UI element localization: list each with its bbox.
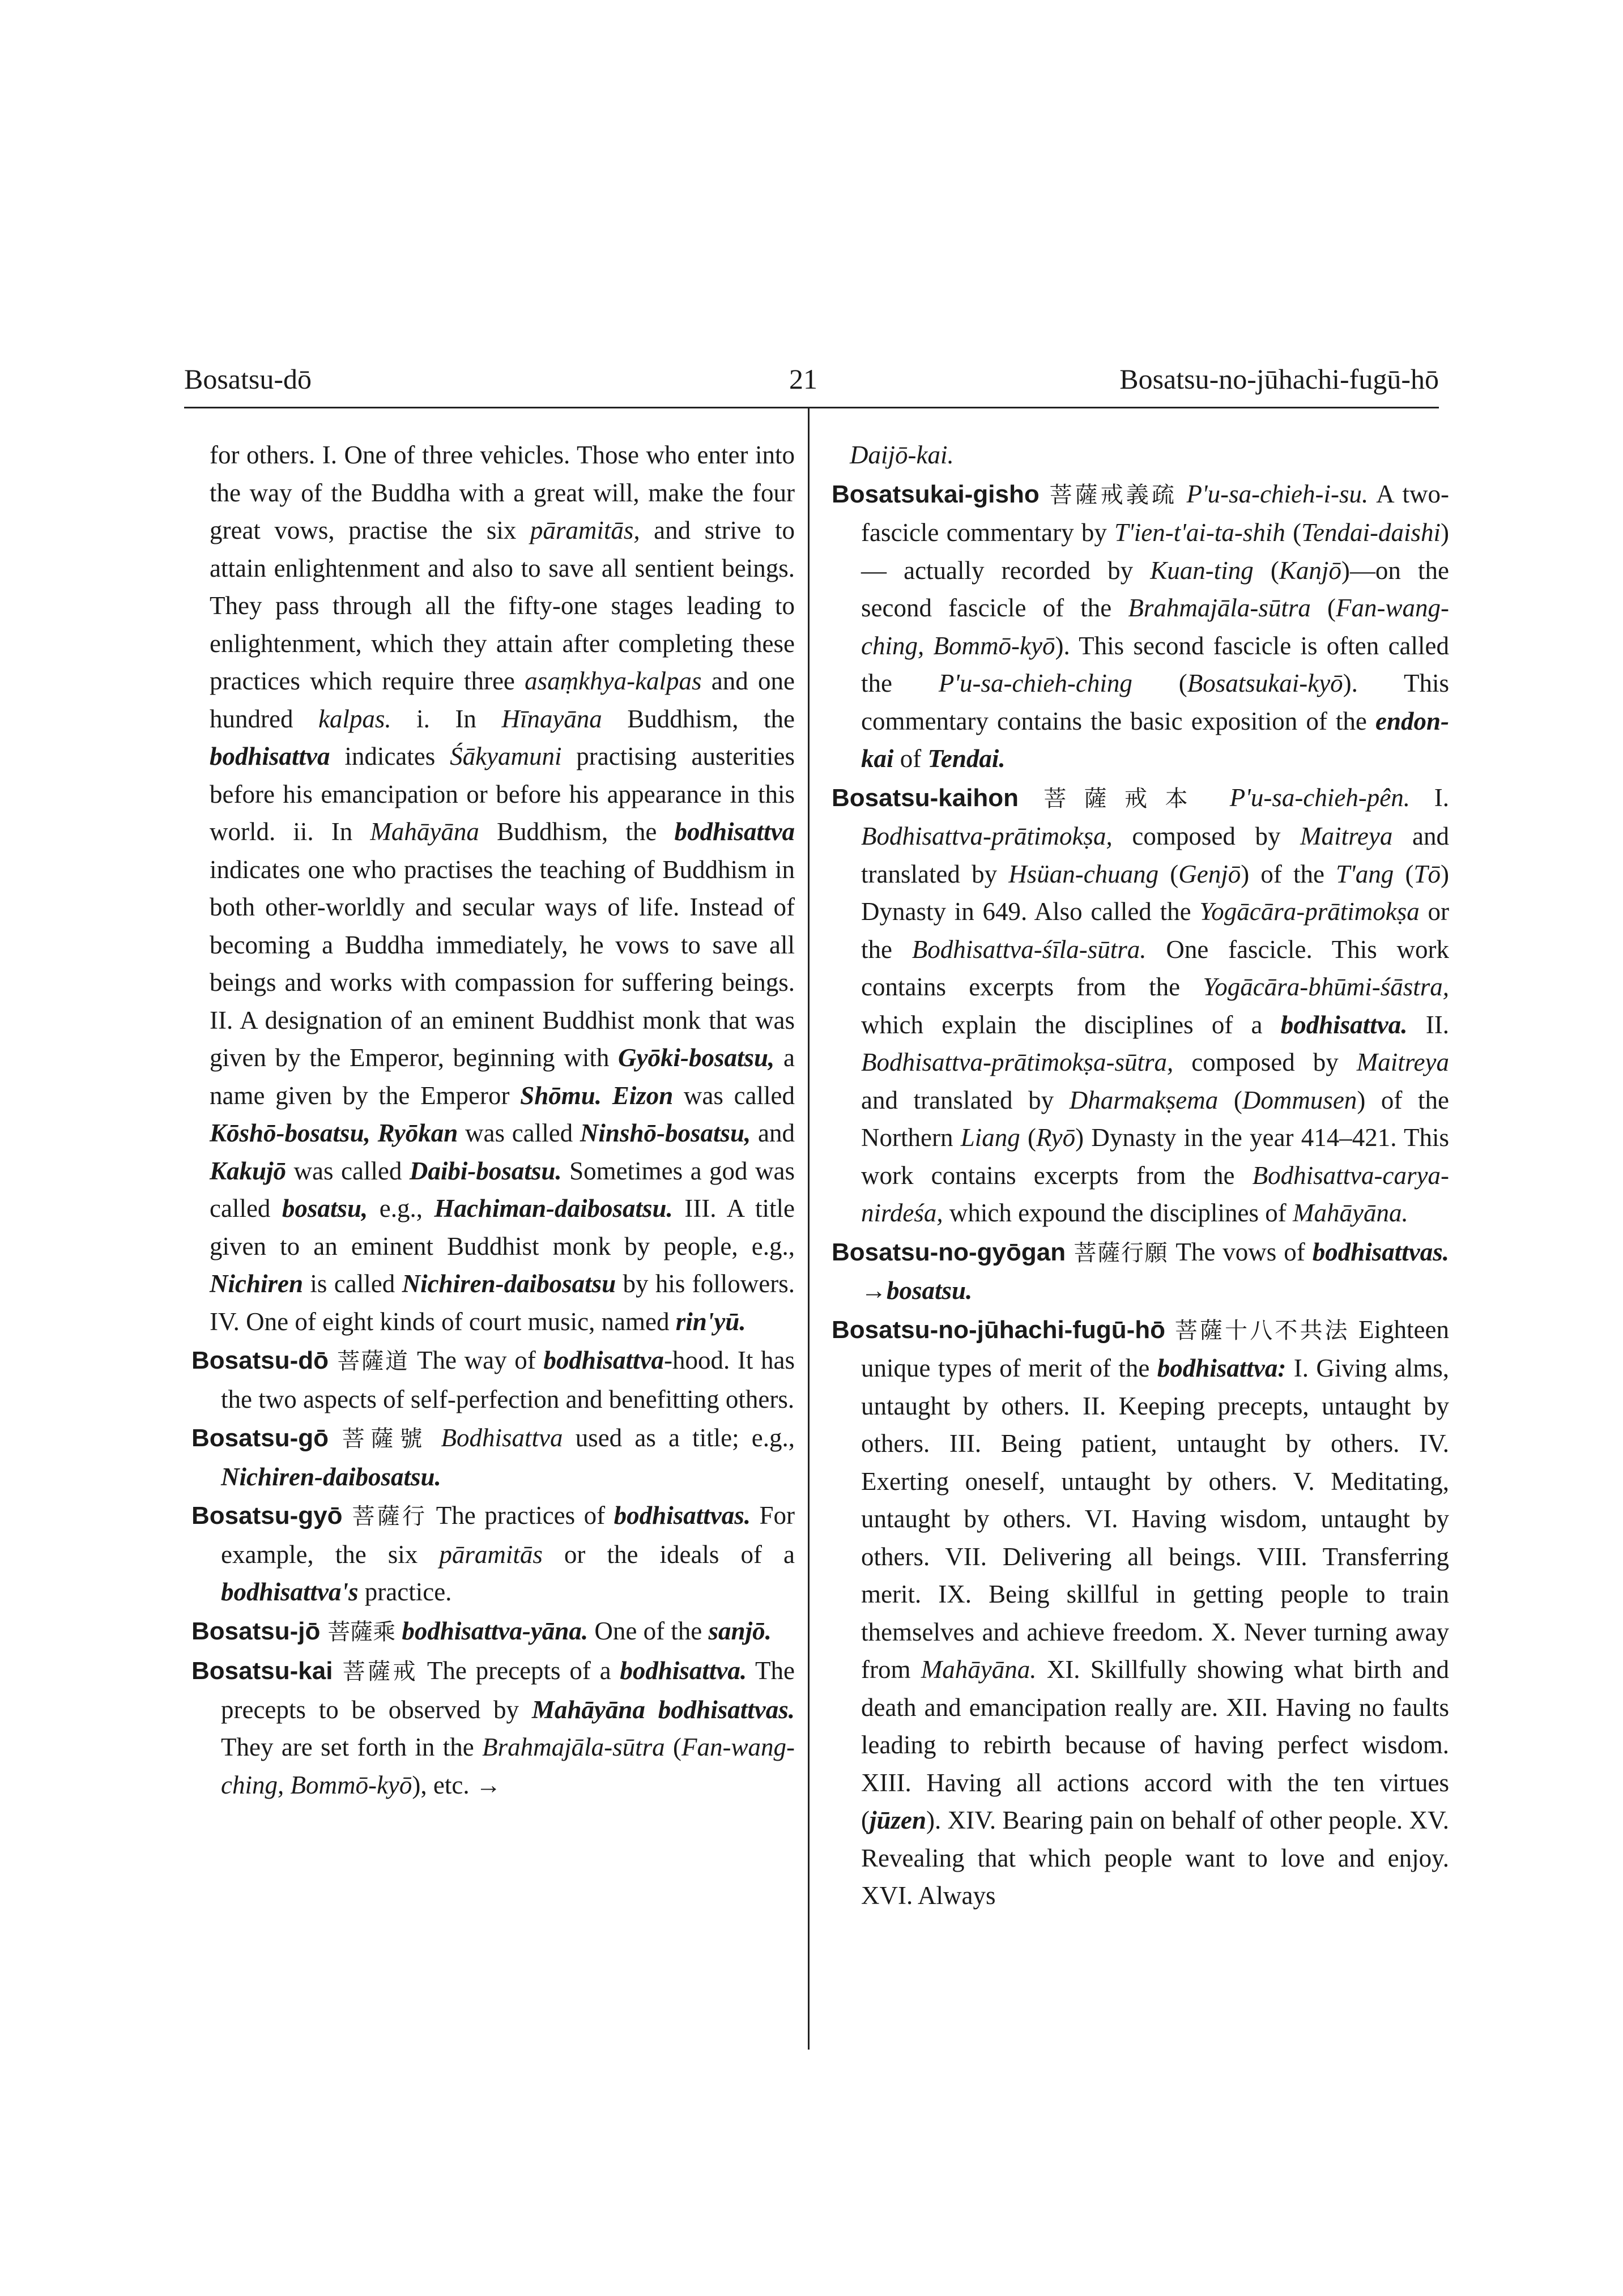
text-run: Hsüan-chuang [1008,859,1159,888]
text-run: which explain the disciplines of a [861,1010,1281,1039]
text-run: The practices of [427,1501,614,1530]
text-run: Bodhisattva [441,1424,563,1452]
kanji-term: 菩薩行 [342,1503,428,1530]
kanji-term: 菩薩十八不共法 [1165,1317,1350,1344]
text-run: practising austerities before his emancipation or before his appearance in this world. ii. In [210,742,795,846]
text-run: Fan-wang-ching, Bommō-kyō [221,1733,795,1799]
text-run: ). XIV. Bearing pain on behalf of other people. XV. Revealing that which people want to love and enjoy. XVI. Always [861,1806,1449,1910]
text-run: Mahāyāna. [1292,1199,1408,1227]
kanji-term: 菩薩戒本 [1019,785,1206,812]
text-run: bodhisattva. [620,1656,747,1685]
text-run: e.g., [368,1194,434,1222]
text-run: Mahāyāna. [921,1655,1037,1684]
text-run: Brahmajāla-sūtra [1128,594,1311,622]
text-run: Gyōki-bosatsu, [618,1043,775,1072]
text-run: Ryō [1036,1123,1076,1152]
headword: Bosatsu-dō [191,1347,329,1374]
text-run: Śākyamuni [450,742,562,770]
continued-entry [191,436,795,1340]
text-run: Nichiren-daibosatsu [402,1270,616,1298]
text-run: P'u-sa-chieh-ching [938,669,1132,697]
header-rule [184,407,1439,408]
text-run: a name given by the Emperor [210,1043,795,1110]
text-run: Nichiren-daibosatsu. [221,1462,441,1491]
text-run: ( [1310,594,1336,622]
text-run: Shōmu. [520,1081,602,1110]
entry-bosatsu-no-juhachi-fugu-ho [832,1311,1449,1915]
text-run: Buddhism, the [602,704,795,733]
text-run: They are set forth in the [221,1733,483,1761]
text-run: Bodhisattva-prātimokṣa-sūtra, [861,1048,1174,1076]
text-run: Mahāyāna [370,817,479,846]
headword: Bosatsu-no-gyōgan [832,1238,1066,1266]
text-run: pāramitās, [530,516,640,544]
text-run: and strive to attain enlightenment and also to save all sentient beings. They pass through all the fifty-one stages leading to enlightenment, which they attain after completing these practices which require three [210,516,795,695]
text-run: indicates [330,742,450,770]
headword: Bosatsukai-gisho [832,480,1040,508]
text-run: Genjō [1178,859,1241,888]
text-run: Eizon [612,1081,674,1110]
text-run: jūzen [870,1806,927,1834]
text-run: Nichiren [210,1270,304,1298]
text-run: P'u-sa-chieh-i-su. [1186,479,1369,508]
text-run: ( [664,1733,681,1761]
text-run: ( [1218,1085,1242,1114]
text-run: Daijō-kai. [850,441,954,469]
text-run: Kanjō [1279,556,1341,585]
text-run: bodhisattva [674,817,795,846]
text-run: or the [861,897,1449,964]
entry-bosatsukai-gisho [832,475,1449,778]
text-run: Buddhism, the [479,817,675,846]
text-run: I. [1410,783,1449,812]
text-run: Bodhisattva-prātimokṣa, [861,822,1113,850]
text-run: ). This second fascicle is often called the [861,631,1449,697]
text-run: bosatsu. [887,1276,973,1305]
text-run: for others. I. One of three vehicles. Those who enter into the way of the Buddha with a great will, make the four great vows, practise the six [210,441,795,544]
text-run: and translated by [861,822,1449,888]
text-run: bodhisattva's [221,1578,359,1606]
text-run: or the ideals of a [542,1540,795,1569]
entry-bosatsu-kaihon [832,779,1449,1232]
headword: Bosatsu-kaihon [832,783,1019,812]
kanji-term: 菩薩戒義疏 [1039,482,1178,508]
text-run: pāramitās [439,1540,543,1569]
entry-bosatsu-jo [191,1612,795,1651]
text-run: ( [1020,1123,1036,1152]
text-run: I. Giving alms, untaught by others. II. Keeping precepts, untaught by others. III. Being patient, untaught by others. IV. Exerting oneself, untaught by others. V. Meditating, untaught by others. VI. Having wisdom, untaught by others. VII. Delivering all beings. VIII. Transferring merit. IX. Being skillful in getting people to train themselves and achieve freedom. X. Never turning away from [861,1354,1449,1684]
entry-bosatsu-go [191,1419,795,1496]
text-run: Bodhisattva-carya-nirdeśa, [861,1161,1449,1227]
text-run: practice. [358,1578,452,1606]
text-run: ( [1132,669,1187,697]
text-run: XI. Skillfully showing what birth and death and emancipation really are. XII. Having no faults leading to rebirth because of having perfect wisdom. XIII. Having all actions accord with the ten virtues ( [861,1655,1449,1834]
text-run: -hood. It has the two aspects of self-perfection and benefitting others. [221,1346,795,1413]
text-run: Bosatsukai-kyō [1187,669,1343,697]
text-run: Hachiman-daibosatsu. [434,1194,673,1222]
entry-bosatsu-no-gyogan [832,1233,1449,1310]
continued-entry [832,436,1449,474]
kanji-term: 菩薩道 [329,1348,410,1374]
text-run: One of the [588,1616,709,1645]
entry-bosatsu-do [191,1341,795,1418]
text-run: i. In [391,704,502,733]
text-run [1205,783,1230,812]
text-run: T'ang [1336,859,1394,888]
text-run: Yogācāra-prātimokṣa [1199,897,1420,926]
text-run: indicates one who practises the teaching of Buddhism in both other-worldly and secular ways of life. Instead of becoming a Buddha immediately, he vows to save all beings and works with compassion for suffering beings. II. A designation of an eminent Buddhist monk that was given by the Emperor, beginning with [210,855,795,1072]
text-run: ) Dynasty in the year 414–421. This work contains excerpts from the [861,1123,1449,1190]
text-run [370,1119,378,1147]
text-run: Tō [1413,859,1441,888]
text-run: ), etc. → [412,1770,501,1799]
text-run: Hīnayāna [501,704,602,733]
text-run: Ninshō-bosatsu, [580,1119,751,1147]
text-run: Tendai-daishi [1301,518,1441,547]
text-run: One fascicle. This work contains excerpts from the [861,935,1449,1001]
text-run [1177,480,1186,508]
text-run: Kōshō-bosatsu, [210,1119,370,1147]
text-run: ) of the Northern [861,1085,1449,1152]
text-run: and translated by [861,1085,1070,1114]
text-run: Sometimes a god was called [210,1156,795,1222]
text-run: III. A title given to an eminent Buddhist monk by people, e.g., [210,1194,795,1260]
text-run: Bodhisattva-śīla-sūtra. [911,935,1147,964]
text-run: The way of [409,1346,544,1374]
text-run: sanjō. [708,1616,772,1645]
headword: Bosatsu-no-jūhachi-fugū-hō [832,1315,1166,1344]
text-run: T'ien-t'ai-ta-shih [1114,518,1285,547]
text-run: Fan-wang-ching, Bommō-kyō [861,594,1449,660]
text-run: endon-kai [861,706,1449,773]
text-run: Mahāyāna bodhisattvas. [531,1695,795,1724]
text-run: was called [286,1156,410,1185]
headword: Bosatsu-gyō [191,1502,343,1530]
headword: Bosatsu-gō [191,1424,329,1452]
text-run: which expound the disciplines of [943,1199,1293,1227]
text-run: Dommusen [1242,1085,1357,1114]
page-header [184,363,1439,408]
text-run: ( [1394,859,1414,888]
text-run: bodhisattva. [1280,1010,1408,1039]
text-run: asaṃkhya-kalpas [525,667,702,695]
text-run: ( [1158,859,1179,888]
text-run: composed by [1112,822,1301,850]
column-divider [808,407,810,2050]
running-head-left: Bosatsu-dō [184,363,312,395]
running-head-right: Bosatsu-no-jūhachi-fugū-hō [1119,363,1439,395]
text-run: The precepts to be observed by [221,1656,795,1724]
text-run: bodhisattva [210,742,330,770]
text-run: is called [303,1270,402,1298]
kanji-term: 菩薩號 [329,1426,429,1452]
right-column [832,436,1449,1915]
text-run: bodhisattvas. [1312,1237,1449,1266]
text-run: Ryōkan [377,1119,458,1147]
text-run: bodhisattva-yāna. [402,1616,589,1645]
text-run: by his followers. IV. One of eight kinds of court music, named [210,1270,795,1336]
text-run [395,1617,402,1645]
text-run: Dharmakṣema [1069,1085,1219,1114]
text-run: For example, the six [221,1501,795,1569]
text-run: Yogācāra-bhūmi-śāstra, [1203,973,1449,1001]
kanji-term: 菩薩乘 [320,1618,396,1645]
kanji-term: 菩薩戒 [333,1659,419,1685]
text-run: rin'yū. [675,1307,746,1336]
text-run: The vows of [1168,1237,1313,1266]
text-run: → [861,1276,887,1305]
text-run: ) of the [1241,859,1336,888]
text-run: composed by [1173,1048,1357,1076]
text-run: ) Dynasty in 649. Also called the [861,859,1449,926]
text-run: and one hundred [210,667,795,733]
text-run: A two-fascicle commentary by [861,479,1449,547]
entry-bosatsu-gyo [191,1497,795,1611]
text-run: Kakujō [210,1156,287,1185]
text-run: ( [1285,518,1302,547]
text-run [602,1081,612,1110]
text-run: II. [1407,1010,1449,1039]
text-run: bosatsu, [282,1194,368,1222]
text-run: kalpas. [318,704,391,733]
text-run: of [893,744,928,773]
text-run: was called [458,1119,580,1147]
kanji-term: 菩薩行願 [1066,1239,1169,1266]
text-run: bodhisattva [543,1346,664,1374]
text-run: and [751,1119,795,1147]
text-run: )—on the second fascicle of the [861,556,1449,622]
text-run: was called [673,1081,795,1110]
text-run: ) — actually recorded by [861,518,1449,585]
left-column [191,436,795,1804]
text-run [428,1424,441,1452]
text-run: Daibi-bosatsu. [409,1156,562,1185]
text-run: Brahmajāla-sūtra [482,1733,665,1761]
headword: Bosatsu-kai [191,1657,333,1685]
text-run: bodhisattvas. [614,1501,751,1530]
entry-bosatsu-kai [191,1652,795,1804]
headword: Bosatsu-jō [191,1617,321,1645]
text-run: Tendai. [927,744,1006,773]
text-run: Eighteen unique types of merit of the [861,1315,1449,1382]
text-run: bodhisattva: [1157,1354,1287,1382]
text-run: used as a title; e.g., [563,1424,795,1452]
text-run: The precepts of a [418,1656,620,1685]
text-run: ( [1253,556,1279,585]
text-run: P'u-sa-chieh-pên. [1229,783,1411,812]
text-run: Liang [960,1123,1020,1152]
text-run: ). This commentary contains the basic exposition of the [861,669,1449,735]
text-run: Maitreya [1300,822,1393,850]
text-run: Maitreya [1356,1048,1449,1076]
text-run: Kuan-ting [1150,556,1254,585]
page-number: 21 [789,363,817,395]
